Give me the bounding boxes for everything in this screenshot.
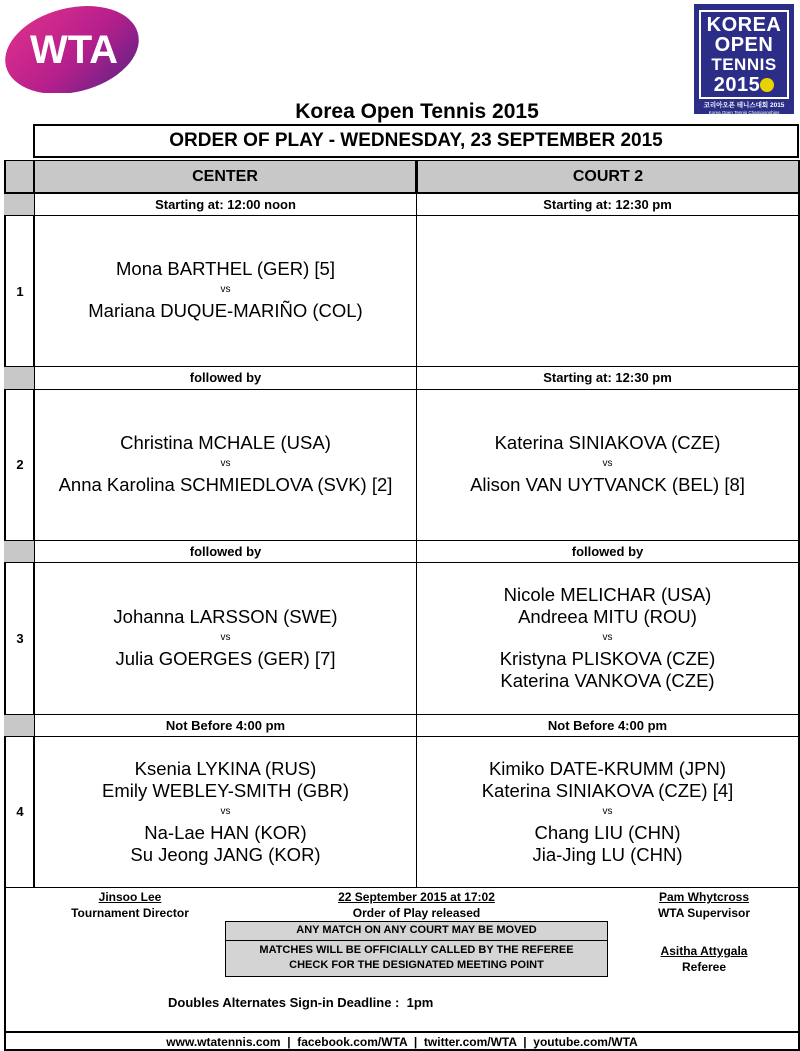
vs-label: vs xyxy=(602,458,613,469)
match-number: 4 xyxy=(16,804,24,819)
header-corner xyxy=(4,160,35,194)
player: Jia-Jing LU (CHN) xyxy=(532,844,683,865)
match-court2-2 xyxy=(417,432,798,496)
doubles-deadline: Doubles Alternates Sign-in Deadline : 1pm xyxy=(168,995,434,1010)
player: Katerina SINIAKOVA (CZE) xyxy=(494,432,721,453)
start-row-gutter xyxy=(4,367,34,389)
match-center-2 xyxy=(35,432,416,496)
player: Julia GOERGES (GER) [7] xyxy=(115,648,336,669)
supervisor-title: WTA Supervisor xyxy=(657,906,750,920)
start-time-court2-1: Starting at: 12:30 pm xyxy=(543,197,672,212)
player: Johanna LARSSON (SWE) xyxy=(113,606,338,627)
supervisor-block xyxy=(634,889,774,922)
vs-label: vs xyxy=(220,806,231,817)
director-name: Jinsoo Lee xyxy=(98,890,162,904)
player: Su Jeong JANG (KOR) xyxy=(130,844,321,865)
vs-label: vs xyxy=(602,806,613,817)
svg-text:WTA: WTA xyxy=(29,28,119,72)
court-header-court2: COURT 2 xyxy=(416,160,800,194)
player: Emily WEBLEY-SMITH (GBR) xyxy=(101,780,350,801)
director-title: Tournament Director xyxy=(71,906,189,920)
match-center-1 xyxy=(35,258,416,322)
player: Kristyna PLISKOVA (CZE) xyxy=(499,648,716,669)
referee-block xyxy=(634,943,774,976)
start-time-center-3: followed by xyxy=(189,544,262,559)
player: Mona BARTHEL (GER) [5] xyxy=(116,258,335,279)
player: Anna Karolina SCHMIEDLOVA (SVK) [2] xyxy=(58,474,393,495)
start-time-center-4: Not Before 4:00 pm xyxy=(165,718,286,733)
notice-referee: MATCHES WILL BE OFFICIALLY CALLED BY THE REFEREE CHECK FOR THE DESIGNATED MEETING POINT xyxy=(225,940,608,977)
notice-match-moved: ANY MATCH ON ANY COURT MAY BE MOVED xyxy=(225,921,608,941)
start-time-center-2: followed by xyxy=(189,370,262,385)
start-row-gutter xyxy=(4,715,34,737)
player: Christina MCHALE (USA) xyxy=(120,432,331,453)
release-label: Order of Play released xyxy=(352,906,481,920)
match-number: 1 xyxy=(16,284,24,299)
start-row-gutter xyxy=(4,541,34,563)
page-title: Korea Open Tennis 2015 xyxy=(295,100,539,123)
match-center-4 xyxy=(35,758,416,866)
start-time-court2-4: Not Before 4:00 pm xyxy=(547,718,668,733)
tournament-logo: KOREA OPEN TENNIS 2015 코리아오픈 테니스대회 2015 Korea Open Tennis Championships xyxy=(694,4,794,114)
start-time-court2-3: followed by xyxy=(571,544,644,559)
player: Katerina VANKOVA (CZE) xyxy=(500,670,715,691)
player: Ksenia LYKINA (RUS) xyxy=(134,758,317,779)
player: Kimiko DATE-KRUMM (JPN) xyxy=(488,758,727,779)
vs-label: vs xyxy=(602,632,613,643)
director-block xyxy=(50,889,210,922)
order-of-play-heading: ORDER OF PLAY - WEDNESDAY, 23 SEPTEMBER 2015 xyxy=(33,124,799,158)
release-block xyxy=(280,889,553,922)
player: Nicole MELICHAR (USA) xyxy=(503,584,712,605)
start-time-center-1: Starting at: 12:00 noon xyxy=(155,197,296,212)
match-court2-3 xyxy=(417,584,798,692)
social-links: www.wtatennis.com | facebook.com/WTA | twitter.com/WTA | youtube.com/WTA xyxy=(4,1031,800,1051)
release-date: 22 September 2015 at 17:02 xyxy=(338,890,495,904)
match-center-3 xyxy=(35,606,416,670)
player: Andreea MITU (ROU) xyxy=(518,606,697,627)
start-time-court2-2: Starting at: 12:30 pm xyxy=(543,370,672,385)
wta-logo xyxy=(4,3,140,93)
player: Alison VAN UYTVANCK (BEL) [8] xyxy=(470,474,745,495)
vs-label: vs xyxy=(220,458,231,469)
court-header-center: CENTER xyxy=(33,160,417,194)
match-number: 3 xyxy=(16,631,24,646)
match-court2-4 xyxy=(417,758,798,866)
player: Mariana DUQUE-MARIÑO (COL) xyxy=(88,300,363,321)
start-row-gutter xyxy=(4,194,34,216)
supervisor-name: Pam Whytcross xyxy=(658,890,750,904)
vs-label: vs xyxy=(220,284,231,295)
player: Na-Lae HAN (KOR) xyxy=(144,822,307,843)
referee-title: Referee xyxy=(681,960,727,974)
tennis-ball-icon xyxy=(760,78,774,92)
match-number: 2 xyxy=(16,457,24,472)
player: Chang LIU (CHN) xyxy=(534,822,681,843)
referee-name: Asitha Attygala xyxy=(660,944,748,958)
player: Katerina SINIAKOVA (CZE) [4] xyxy=(481,780,734,801)
vs-label: vs xyxy=(220,632,231,643)
